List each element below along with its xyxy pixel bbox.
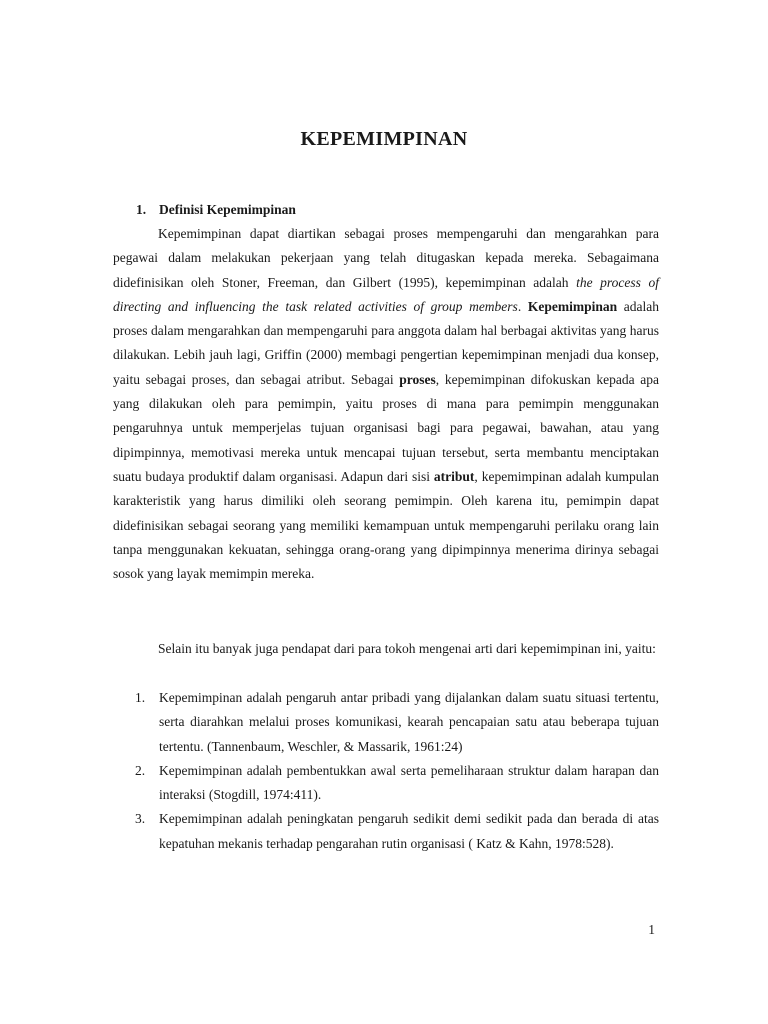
italic-quote: the process of directing and influencing the task related activities of group members bbox=[113, 274, 659, 314]
bold-term: atribut bbox=[433, 468, 475, 484]
list-text: Kepemimpinan adalah pengaruh antar pribadi yang dijalankan dalam suatu situasi tertentu, serta diarahkan melalui proses komunikasi, kearah pencapaian satu atau beberapa tujuan tertentu. (Tannenbaum, Weschler, & Massarik, 1961:24) bbox=[159, 690, 659, 754]
definitions-list bbox=[113, 686, 659, 856]
list-number: 2. bbox=[135, 762, 146, 778]
list-item bbox=[113, 759, 659, 808]
paragraph-text: adalah proses dalam mengarahkan dan mempengaruhi para anggota dalam hal berbagai aktivitas yang harus dilakukan. Lebih jauh lagi, Griffin (2000) membagi pengertian kepemimpinan menjadi dua konsep, yaitu sebagai proses, dan sebagai atribut. Sebagai bbox=[113, 298, 659, 387]
bold-term: proses bbox=[399, 371, 436, 387]
paragraph-text: , kepemimpinan difokuskan kepada apa yang dilakukan oleh para pemimpin, yaitu proses di mana para pemimpin menggunakan pengaruhnya untuk memperjelas tujuan organisasi bagi para pegawai, bawahan, atau yang dipimpinnya, memotivasi mereka untuk mencapai tujuan tersebut, serta membantu menciptakan suatu budaya produktif dalam organisasi. Adapun dari sisi bbox=[113, 371, 659, 484]
list-text: Kepemimpinan adalah peningkatan pengaruh sedikit demi sedikit pada dan berada di atas kepatuhan mekanis terhadap pengarahan rutin organisasi ( Katz & Kahn, 1978:528). bbox=[159, 811, 659, 851]
list-text: Kepemimpinan adalah pembentukkan awal serta pemeliharaan struktur dalam harapan dan interaksi (Stogdill, 1974:411). bbox=[159, 762, 659, 803]
list-number: 1. bbox=[135, 690, 146, 705]
paragraph-text: Kepemimpinan dapat diartikan sebagai proses mempengaruhi dan mengarahkan para pegawai dalam melakukan pekerjaan yang telah ditugaskan kepada mereka. Sebagaimana didefinisikan oleh Stoner, Freeman, dan Gilbert (1995), kepemimpinan adalah bbox=[113, 226, 659, 290]
section-title: Definisi Kepemimpinan bbox=[159, 202, 296, 217]
intro-paragraph: Selain itu banyak juga pendapat dari para tokoh mengenai arti dari kepemimpinan ini, yaitu: bbox=[158, 641, 656, 656]
page-number: 1 bbox=[648, 922, 655, 937]
section-number: 1. bbox=[136, 202, 147, 217]
list-item bbox=[113, 807, 659, 856]
bold-term: Kepemimpinan bbox=[527, 298, 618, 314]
paragraph-text: . bbox=[517, 298, 528, 314]
definition-paragraph bbox=[113, 222, 659, 586]
list-number: 3. bbox=[135, 811, 146, 827]
page-title: KEPEMIMPINAN bbox=[300, 128, 468, 150]
paragraph-text: , kepemimpinan adalah kumpulan karakteristik yang harus dimiliki oleh seorang pemimpin. Oleh karena itu, pemimpin dapat didefinisikan sebagai seorang yang memiliki kemampuan untuk mempengaruhi perilaku orang lain tanpa menggunakan kekuatan, sehingga orang-orang yang dipimpinnya menerima dirinya sebagai sosok yang layak memimpin mereka. bbox=[113, 468, 659, 582]
section-heading bbox=[136, 202, 296, 218]
list-item bbox=[113, 686, 659, 759]
